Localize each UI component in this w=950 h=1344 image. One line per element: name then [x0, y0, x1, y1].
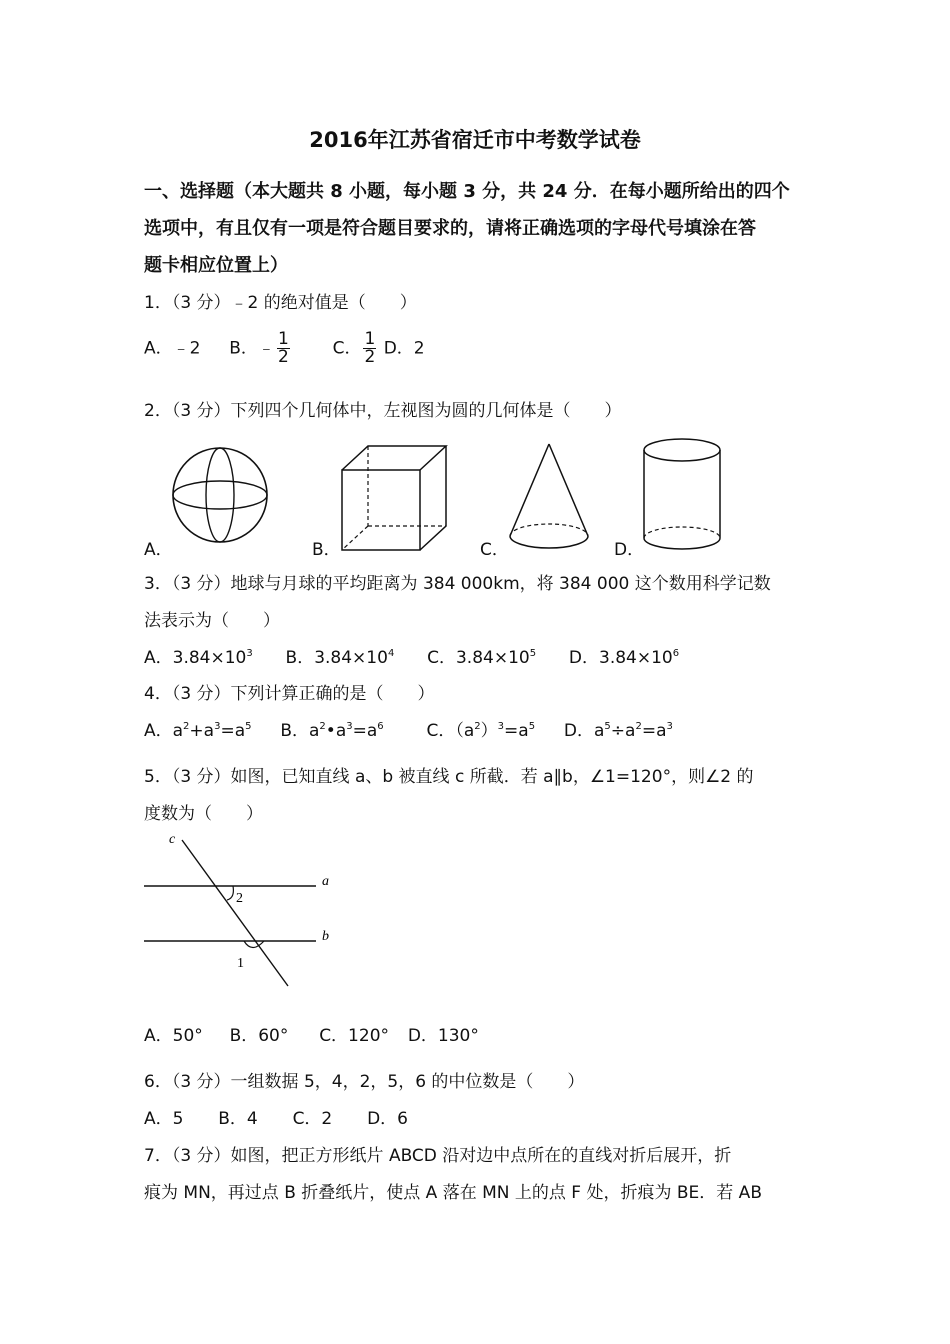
- q3-stem-line-1: 3．（3 分）地球与月球的平均距离为 384 000km，将 384 000 这个数用科学记数: [144, 574, 771, 594]
- cube-side-face: [420, 446, 446, 550]
- q5-stem-line-2: 度数为（ ）: [144, 804, 263, 824]
- cone-left-edge: [510, 444, 549, 536]
- q3-option-c: C．$3.84\times 10^5$: [427, 648, 537, 668]
- q5-stem-line-1: 5．（3 分）如图，已知直线 a、b 被直线 c 所截．若 a∥b，∠1=120°，则∠2 的: [144, 767, 754, 787]
- cylinder-figure: [640, 434, 726, 556]
- q4-stem: 4．（3 分）下列计算正确的是（ ）: [144, 684, 435, 704]
- q3-stem-line-2: 法表示为（ ）: [144, 611, 280, 631]
- cube-figure: [336, 442, 452, 554]
- q3-option-b: B．$3.84\times 10^4$: [285, 648, 395, 668]
- q2-option-a-label: A．: [144, 540, 173, 560]
- q7-stem-line-1: 7．（3 分）如图，把正方形纸片 ABCD 沿对边中点所在的直线对折后展开，折: [144, 1146, 732, 1166]
- cube-top-face: [342, 446, 446, 470]
- cylinder-top: [644, 439, 720, 461]
- q6-option-b: B．4: [218, 1109, 258, 1129]
- q1-option-b: B．﹣: [229, 338, 275, 359]
- label-a: a: [322, 874, 329, 889]
- q1-option-d: D．2: [383, 338, 425, 359]
- parallel-lines-figure: [140, 830, 340, 995]
- line-c: [182, 840, 288, 986]
- q1-option-a: A．﹣2: [144, 338, 201, 359]
- q1-options: [144, 331, 425, 366]
- q2-stem: 2．（3 分）下列四个几何体中，左视图为圆的几何体是（ ）: [144, 401, 622, 421]
- label-c: c: [169, 832, 176, 847]
- sphere-figure: [170, 438, 270, 556]
- q6-option-d: D．6: [367, 1109, 408, 1129]
- cube-front-face: [342, 470, 420, 550]
- label-angle-1: 1: [237, 956, 244, 971]
- q5-option-c: C．120°: [319, 1026, 390, 1046]
- q2-option-d-label: D．: [614, 540, 645, 560]
- page-title: 2016年江苏省宿迁市中考数学试卷: [309, 128, 641, 152]
- sphere-meridian: [206, 448, 234, 542]
- label-angle-2: 2: [236, 891, 243, 906]
- q4-options: [144, 719, 673, 743]
- q6-stem: 6．（3 分）一组数据 5，4，2，5，6 的中位数是（ ）: [144, 1072, 585, 1092]
- q1-option-b-fraction: $\frac{1}{2}$: [277, 329, 289, 367]
- cone-base-back: [510, 524, 588, 536]
- section-heading-line-1: 一、选择题（本大题共 8 小题，每小题 3 分，共 24 分．在每小题所给出的四个: [144, 181, 790, 202]
- sphere-equator: [173, 481, 267, 509]
- q2-option-b-label: B．: [312, 540, 341, 560]
- q6-option-c: C．2: [292, 1109, 333, 1129]
- cylinder-base-front: [644, 538, 720, 549]
- section-heading-line-2: 选项中，有且仅有一项是符合题目要求的，请将正确选项的字母代号填涂在答: [144, 218, 756, 239]
- sphere-outline: [173, 448, 267, 542]
- q7-stem-line-2: 痕为 MN，再过点 B 折叠纸片，使点 A 落在 MN 上的点 F 处，折痕为 BE．若 AB: [144, 1183, 762, 1203]
- cylinder-base-back: [644, 527, 720, 538]
- q5-options: [144, 1024, 479, 1048]
- q5-option-b: B．60°: [229, 1026, 289, 1046]
- q4-option-d: D．$a^5\div a^2=a^3$: [563, 721, 673, 741]
- q2-option-c-label: C．: [480, 540, 509, 560]
- q5-option-d: D．130°: [407, 1026, 479, 1046]
- q3-option-d: D．$3.84\times 10^6$: [568, 648, 680, 668]
- cone-right-edge: [549, 444, 588, 536]
- q3-options: [144, 646, 679, 670]
- q4-option-b: B．$a^2•a^3=a^6$: [280, 721, 384, 741]
- q4-option-c: C．$(a^2)^3=a^5$: [426, 721, 536, 741]
- q6-options: [144, 1107, 408, 1131]
- q1-option-c: C．: [332, 338, 362, 359]
- cone-figure: [506, 440, 592, 556]
- q6-option-a: A．5: [144, 1109, 184, 1129]
- cone-base-front: [510, 536, 588, 548]
- cube-hidden-edge-diagonal: [342, 526, 368, 550]
- q4-option-a: A．$a^2+a^3=a^5$: [144, 721, 252, 741]
- q3-option-a: A．$3.84\times 10^3$: [144, 648, 253, 668]
- q5-option-a: A．50°: [144, 1026, 203, 1046]
- angle-1-arc: [244, 941, 264, 948]
- q1-stem: 1．（3 分）﹣2 的绝对值是（ ）: [144, 293, 417, 313]
- section-heading-line-3: 题卡相应位置上）: [144, 255, 288, 276]
- angle-2-arc: [227, 886, 233, 900]
- label-b: b: [322, 929, 329, 944]
- q1-option-c-fraction: $\frac{1}{2}$: [364, 329, 376, 367]
